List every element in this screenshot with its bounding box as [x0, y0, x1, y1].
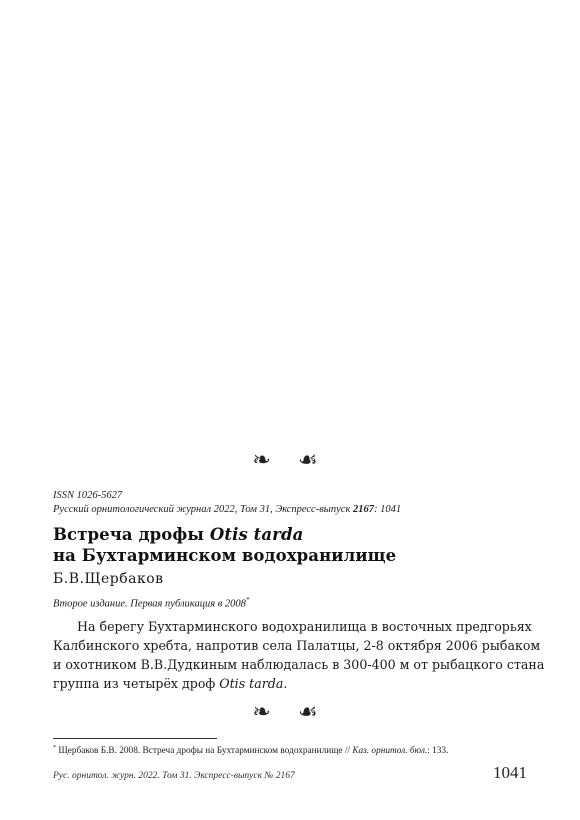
article-body — [53, 617, 545, 693]
issn-line: ISSN 1026-5627 — [53, 490, 123, 501]
top-ornament-icon: ❧ ☙ — [252, 448, 328, 473]
journal-citation — [53, 504, 401, 515]
body-line-2: Калбинского хребта, напротив села Палатцы, 2-8 октября 2006 рыбаком — [53, 638, 541, 653]
title-prefix: Встреча дрофы — [53, 525, 210, 544]
bottom-ornament-icon: ❧ ☙ — [252, 700, 328, 725]
footnote-divider — [53, 738, 217, 739]
running-footer: Рус. орнитол. журн. 2022. Том 31. Экспресс-выпуск № 2167 — [53, 771, 295, 781]
page-number: 1041 — [493, 763, 527, 782]
footnote — [53, 745, 448, 756]
body-line-4 — [53, 674, 527, 693]
body-species: Otis tarda — [219, 676, 284, 691]
journal-prefix: Русский орнитологический журнал 2022, Том 31, Экспресс-выпуск — [53, 504, 353, 515]
article-title-line-1 — [53, 525, 303, 544]
journal-issue: 2167 — [353, 504, 374, 515]
body-line-3: и охотником В.В.Дудкиным наблюдалась в 300-400 м от рыбацкого стана — [53, 657, 545, 672]
title-species: Otis tarda — [209, 525, 304, 544]
edition-footnote-mark: * — [245, 596, 250, 604]
footnote-text: Щербаков Б.В. 2008. Встреча дрофы на Бухтарминском водохранилище // — [56, 746, 353, 757]
footnote-journal: Каз. орнитол. бюл. — [352, 746, 428, 757]
footnote-suffix: : 133. — [427, 746, 449, 757]
article-title-line-2: на Бухтарминском водохранилище — [53, 546, 397, 565]
footnote-mark: * — [53, 745, 56, 751]
edition-text: Второе издание. Первая публикация в 2008 — [53, 598, 246, 610]
edition-note — [53, 596, 249, 610]
body-line-1: На берегу Бухтарминского водохранилища в восточных предгорьях — [77, 619, 532, 634]
author-name: Б.В.Щербаков — [53, 571, 164, 587]
body-line-4-prefix: группа из четырёх дроф — [53, 676, 220, 691]
body-line-4-suffix: . — [283, 676, 288, 691]
journal-suffix: : 1041 — [374, 504, 402, 515]
